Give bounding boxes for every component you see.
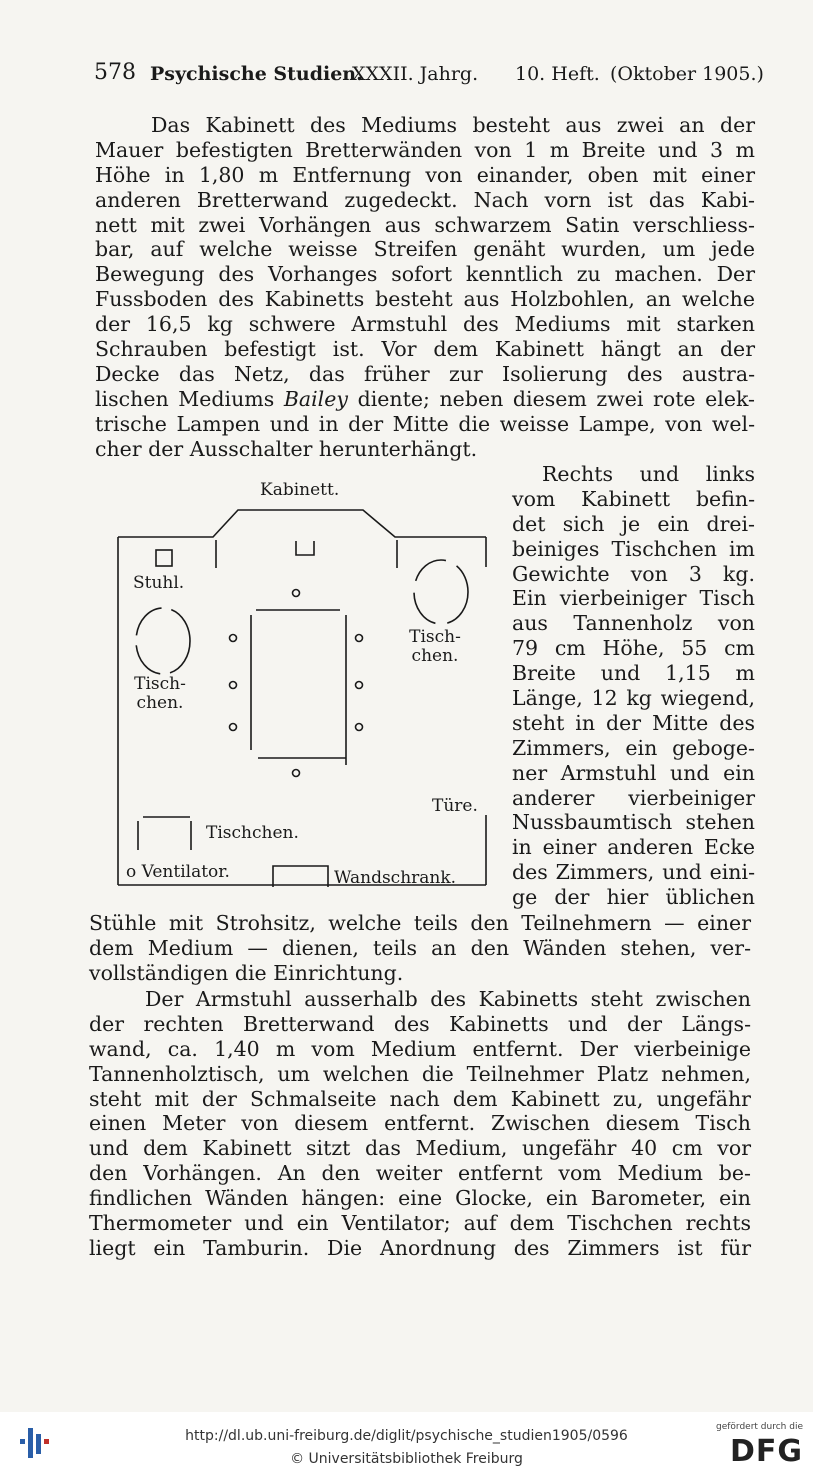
text-line: ner Armstuhl und ein [512,760,755,785]
text-line: 79 cm Höhe, 55 cm [512,636,755,661]
text-line: Stühle mit Strohsitz, welche teils den Teilnehmern — einer [89,911,751,935]
tischchen-left-circle [136,608,190,674]
text-line: Der Armstuhl ausserhalb des Kabinetts steht zwischen [145,987,751,1011]
text-line: Zimmers, ein geboge- [512,735,755,760]
label-tischchen-left [130,675,190,713]
text-line: bar, auf welche weisse Streifen genäht wurden, um jede [95,237,755,262]
text-fragment: diente; neben diesem zwei rote elek- [347,386,755,411]
paragraph-furnishing [89,911,751,986]
text-line: trische Lampen und in der Mitte die weisse Lampe, von wel- [95,411,755,436]
text-line: vollständigen die Einrichtung. [89,960,404,985]
label-line: Tisch- [134,674,186,694]
text-line: Ein vierbeiniger Tisch [512,586,755,611]
chair-dot [356,635,363,642]
chair-dot [356,682,363,689]
medium-chair [296,541,314,555]
label-wandschrank: Wandschrank. [334,868,457,888]
text-line: nett mit zwei Vorhängen aus schwarzem Satin verschliess- [95,212,755,237]
text-line: der 16,5 kg schwere Armstuhl des Mediums mit starken [95,312,755,337]
text-line: Thermometer und ein Ventilator; auf dem Tischchen rechts [89,1211,751,1236]
text-line: Gewichte von 3 kg. [512,561,755,586]
text-line: liegt ein Tamburin. Die Anordnung des Zimmers ist für [89,1235,751,1260]
text-line: det sich je ein drei- [512,511,755,536]
text-line: der rechten Bretterwand des Kabinetts und der Längs- [89,1011,751,1036]
text-line: cher der Ausschalter herunterhängt. [95,436,478,461]
text-line: beiniges Tischchen im [512,536,755,561]
issue-label: 10. Heft. [515,63,600,85]
page-number: 578 [94,60,136,85]
permalink-url[interactable]: http://dl.ub.uni-freiburg.de/diglit/psychische_studien1905/0596 [185,1428,628,1444]
chair-dot [230,682,237,689]
text-line: findlichen Wänden hängen: eine Glocke, ein Barometer, ein [89,1186,751,1211]
text-line: in einer anderen Ecke [512,835,755,860]
cabinet-wall-line [118,510,486,537]
text-line: Das Kabinett des Mediums besteht aus zwei an der [151,113,755,137]
text-line: Rechts und links [542,462,755,486]
text-line: den Vorhängen. An den weiter entfernt vom Medium be- [89,1161,751,1186]
label-line: Tisch- [409,627,461,647]
viewer-footer [0,1412,813,1473]
chair-dot [230,635,237,642]
volume-label: XXXII. Jahrg. [352,63,479,85]
text-line: dem Medium — dienen, teils an den Wänden stehen, ver- [89,935,751,960]
issue-date: (Oktober 1905.) [610,63,764,85]
text-line: Bewegung des Vorhanges sofort kenntlich zu machen. Der [95,262,755,287]
text-line: anderer vierbeiniger [512,785,755,810]
text-line: Mauer befestigten Bretterwänden von 1 m Breite und 3 m [95,137,755,162]
text-line: und dem Kabinett sitzt das Medium, ungefähr 40 cm vor [89,1136,751,1161]
text-line: steht mit der Schmalseite nach dem Kabinett zu, ungefähr [89,1086,751,1111]
paragraph-arrangement [89,987,751,1261]
funding-note: gefördert durch die [716,1422,803,1432]
text-line: Schrauben befestigt ist. Vor dem Kabinett hängt an der [95,337,755,362]
running-header [90,60,764,90]
text-fragment: lischen Mediums [95,386,284,411]
text-line: des Zimmers, und eini- [512,860,755,885]
journal-title: Psychische Studien. [150,63,363,85]
label-stuhl: Stuhl. [133,573,185,593]
text-line: Höhe in 1,80 m Entfernung von einander, oben mit einer [95,162,755,187]
text-line: anderen Bretterwand zugedeckt. Nach vorn ist das Kabi- [95,187,755,212]
label-kabinett: Kabinett. [260,480,340,500]
text-line: vom Kabinett befin- [512,486,755,511]
chair-dot [356,724,363,731]
tischchen-right-circle [414,560,468,624]
paragraph-cabinet-description [95,113,755,461]
text-line: aus Tannenholz von [512,611,755,636]
stuhl-square [156,550,172,566]
italic-name: Bailey [283,386,348,411]
chair-dot [293,770,300,777]
text-line: steht in der Mitte des [512,710,755,735]
label-line: chen. [136,693,184,713]
chair-dot [293,590,300,597]
side-column-text [512,462,755,910]
wandschrank-outline [273,866,328,887]
text-line: einen Meter von diesem entfernt. Zwischen diesem Tisch [89,1111,751,1136]
label-line: chen. [411,646,459,666]
text-line: Fussboden des Kabinetts besteht aus Holzbohlen, an welche [95,287,755,312]
dfg-logo: DFG [729,1434,803,1469]
text-line-with-italic [95,387,755,412]
text-line: wand, ca. 1,40 m vom Medium entfernt. Der vierbeinige [89,1036,751,1061]
label-ventilator: o Ventilator. [126,862,230,882]
text-line: Breite und 1,15 m [512,661,755,686]
room-floor-plan [108,475,500,905]
text-line: ge der hier üblichen [512,885,755,910]
text-line: Länge, 12 kg wiegend, [512,686,755,711]
label-tuere: Türe. [432,796,478,816]
text-line: Nussbaumtisch stehen [512,810,755,835]
text-line: Tannenholztisch, um welchen die Teilnehmer Platz nehmen, [89,1061,751,1086]
text-line: Decke das Netz, das früher zur Isolierung des austra- [95,361,755,386]
label-tischchen-bottom: Tischchen. [206,823,299,843]
label-tischchen-right [405,628,465,666]
copyright-notice: © Universitätsbibliothek Freiburg [290,1451,523,1467]
chair-dot [230,724,237,731]
